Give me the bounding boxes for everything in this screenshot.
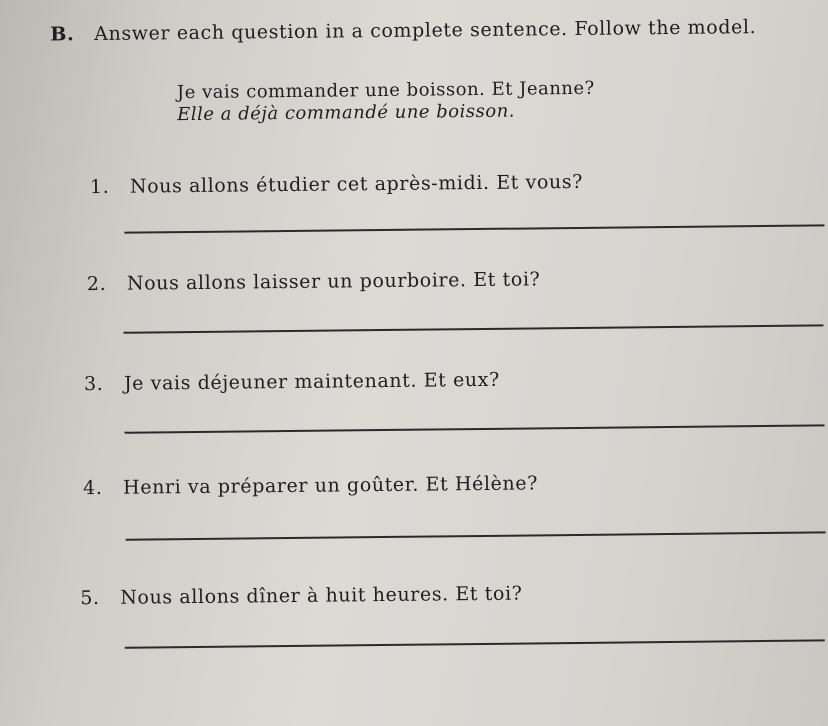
question-number: 3. xyxy=(83,372,104,396)
model-answer: Elle a déjà commandé une boisson. xyxy=(177,100,516,126)
answer-line-1[interactable] xyxy=(124,224,824,233)
question-text: Nous allons dîner à huit heures. Et toi? xyxy=(120,582,523,609)
question-3 xyxy=(84,369,500,395)
question-text: Nous allons étudier cet après-midi. Et vous? xyxy=(129,170,584,198)
exercise-heading xyxy=(50,16,756,45)
question-5 xyxy=(80,583,522,610)
question-4 xyxy=(83,472,538,499)
answer-line-3[interactable] xyxy=(125,424,825,433)
question-1 xyxy=(90,171,583,198)
question-text: Henri va préparer un goûter. Et Hélène? xyxy=(122,472,539,499)
question-number: 5. xyxy=(80,586,100,610)
answer-line-2[interactable] xyxy=(123,324,823,333)
question-text: Je vais déjeuner maintenant. Et eux? xyxy=(123,368,500,395)
answer-line-5[interactable] xyxy=(125,639,825,648)
question-number: 1. xyxy=(89,175,110,199)
exercise-letter: B. xyxy=(50,23,75,46)
question-number: 2. xyxy=(86,272,107,296)
question-2 xyxy=(87,268,541,295)
answer-line-4[interactable] xyxy=(126,531,826,540)
exercise-instruction: Answer each question in a complete sentence. Follow the model. xyxy=(94,16,757,46)
question-text: Nous allons laisser un pourboire. Et toi? xyxy=(126,268,541,295)
question-number: 4. xyxy=(83,476,103,500)
model-example xyxy=(177,78,595,126)
model-question: Je vais commander une boisson. Et Jeanne? xyxy=(176,77,595,104)
